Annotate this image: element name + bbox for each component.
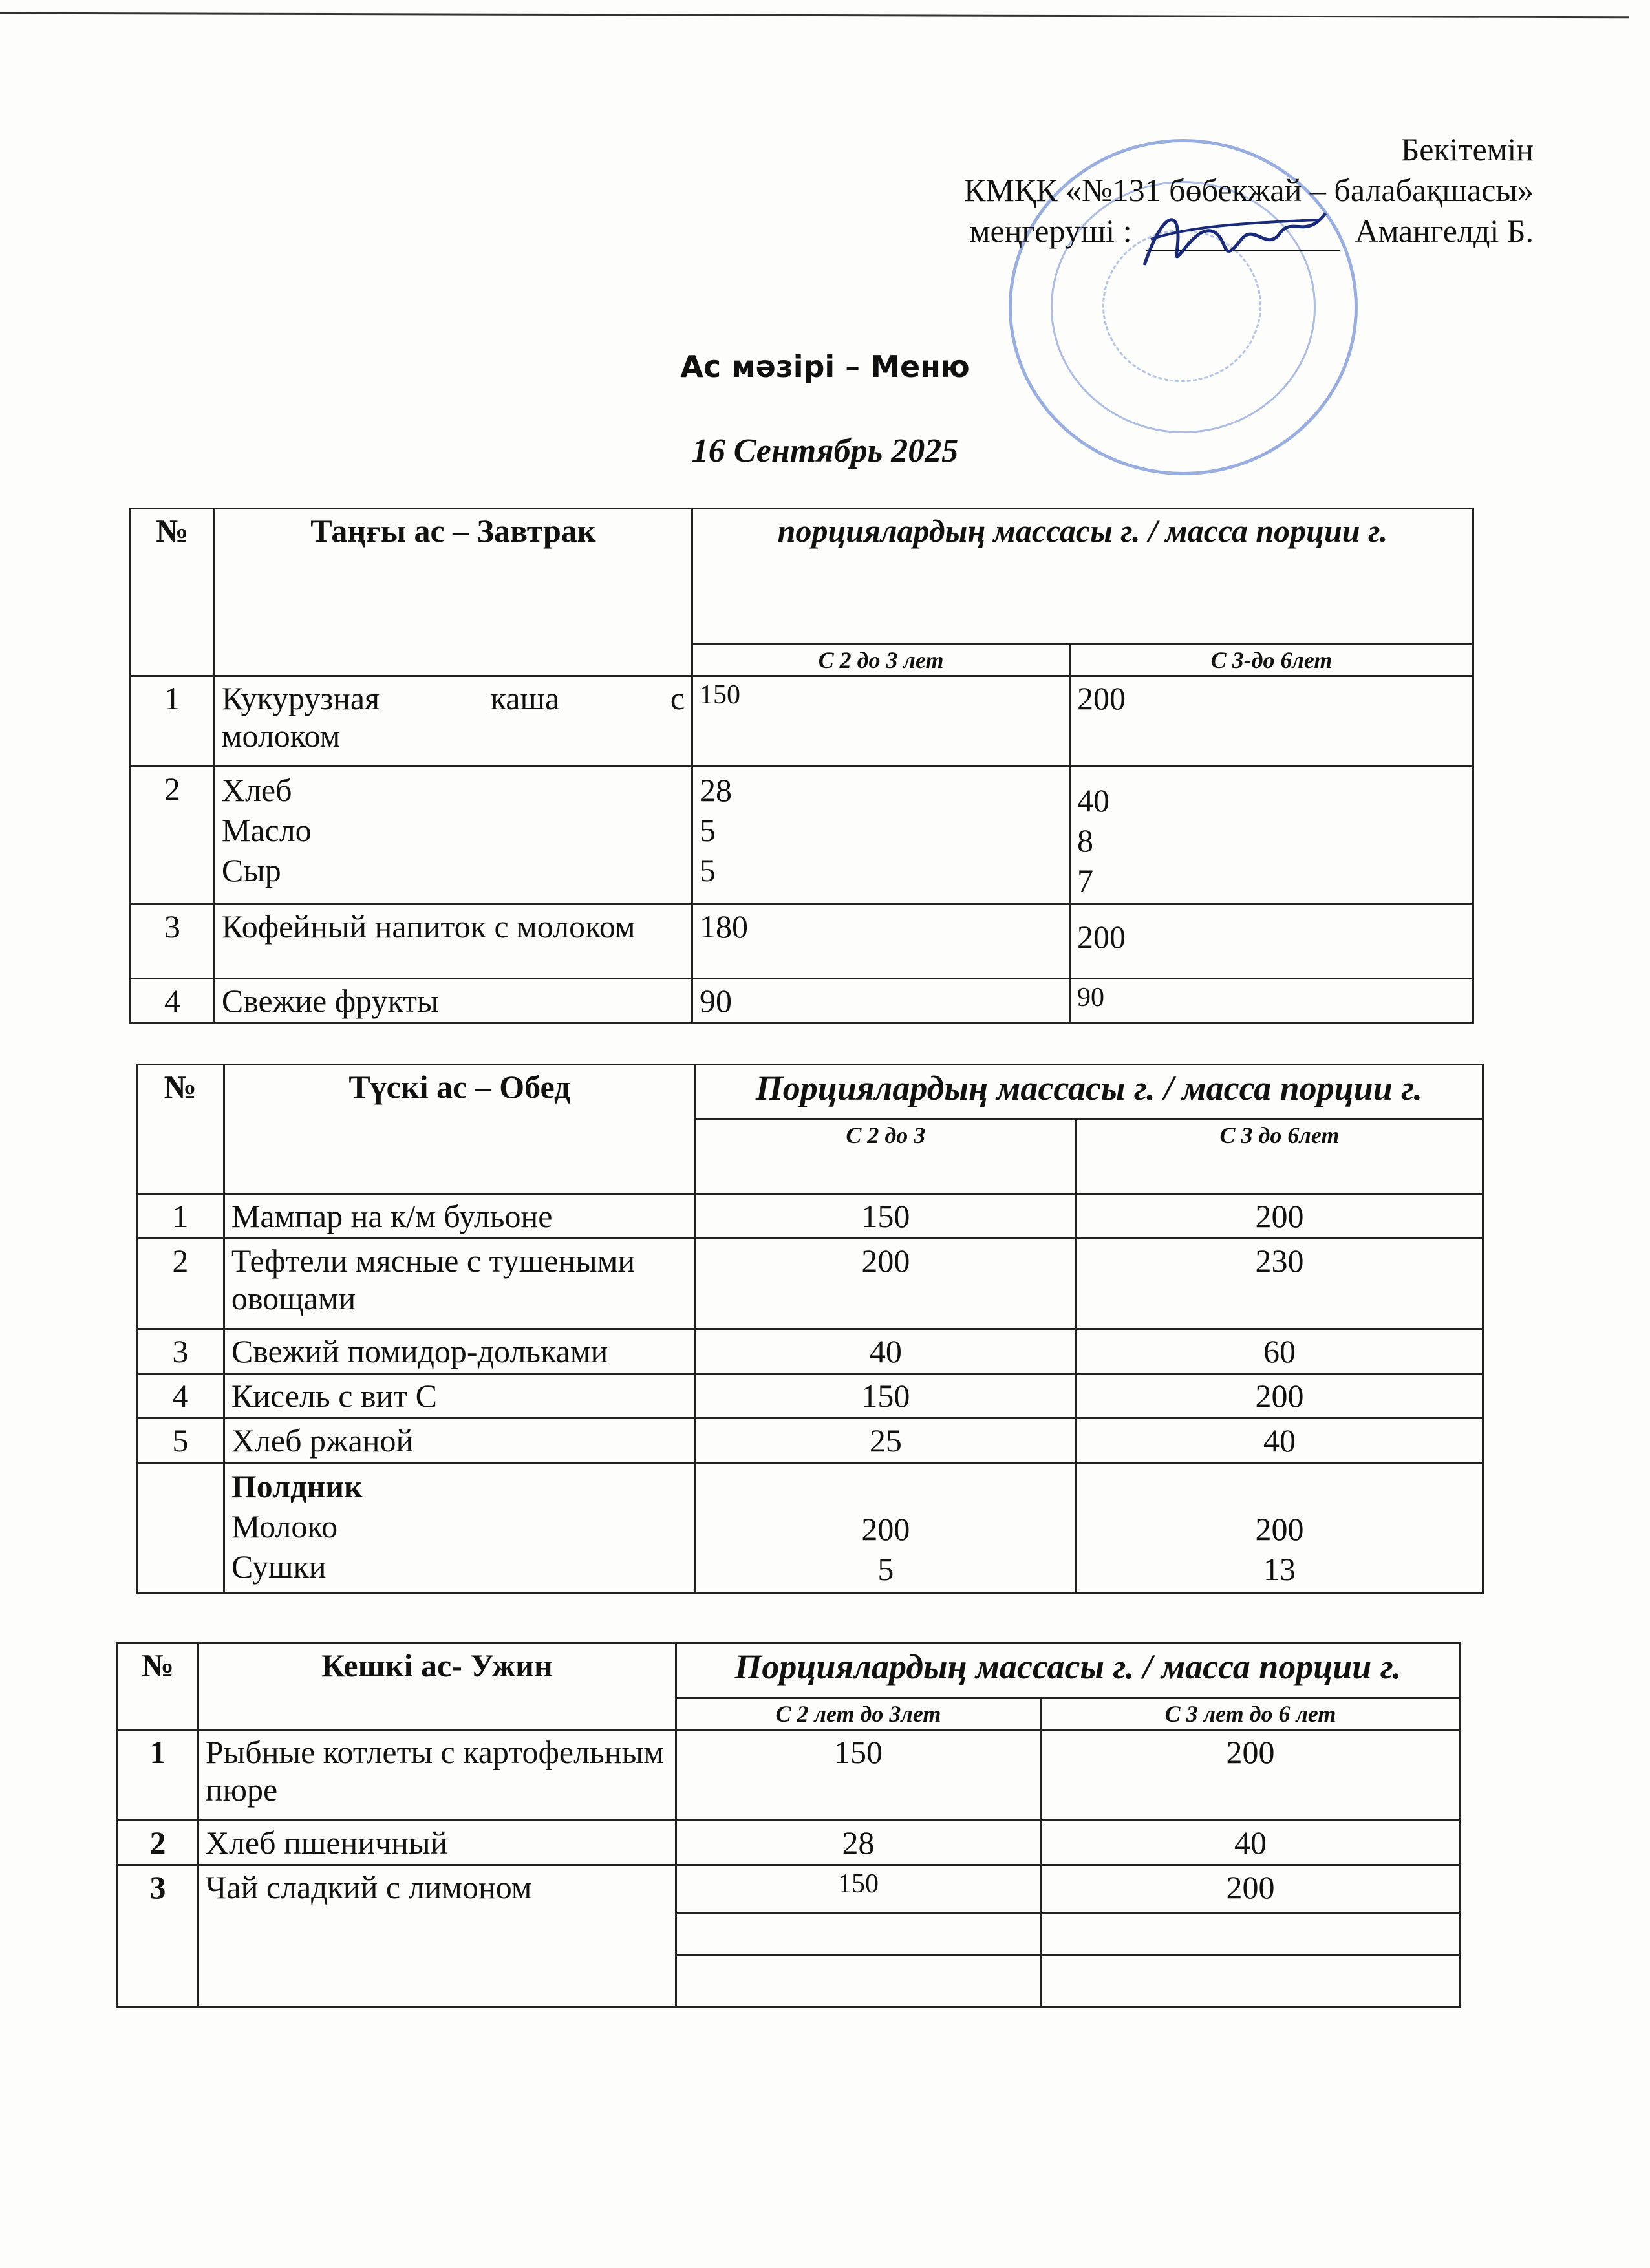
portion-3-6 xyxy=(1076,1463,1483,1593)
portion-3-6: 200 xyxy=(1070,676,1473,767)
portion-value: 200 xyxy=(1255,1511,1304,1547)
row-number: 3 xyxy=(118,1865,198,2007)
portion-2-3: 150 xyxy=(676,1865,1040,1914)
row-number xyxy=(137,1463,224,1593)
table-row xyxy=(118,1821,1461,1865)
portion-3-6: 200 xyxy=(1041,1865,1461,1914)
dish-item: Молоко xyxy=(231,1508,338,1545)
breakfast-age2-header: С 3-до 6лет xyxy=(1070,645,1473,676)
row-number: 4 xyxy=(131,979,215,1023)
approval-name: Амангелді Б. xyxy=(1355,213,1534,249)
dish-name: Свежие фрукты xyxy=(214,979,692,1023)
row-number: 1 xyxy=(118,1730,198,1821)
row-number: 2 xyxy=(131,767,215,904)
portion-3-6: 200 xyxy=(1041,1730,1461,1821)
handwritten-signature xyxy=(1138,194,1332,284)
dish-name: Рыбные котлеты с картофельным пюре xyxy=(198,1730,676,1821)
breakfast-table xyxy=(129,508,1474,1024)
dish-item: Масло xyxy=(221,812,312,848)
portion-2-3: 150 xyxy=(695,1374,1076,1418)
portion-2-3: 25 xyxy=(695,1418,1076,1463)
top-border-line xyxy=(0,12,1629,19)
dish-name-part: с xyxy=(670,680,685,716)
portion-value: 8 xyxy=(1077,822,1094,859)
row-number: 3 xyxy=(131,904,215,979)
approval-line-1: Бекітемін xyxy=(1400,131,1534,167)
portion-2-3: 150 xyxy=(676,1730,1040,1821)
dish-name xyxy=(214,767,692,904)
portion-3-6: 200 xyxy=(1070,904,1473,979)
table-row xyxy=(118,1730,1461,1821)
dish-name: Хлеб ржаной xyxy=(224,1418,695,1463)
row-number: 2 xyxy=(137,1239,224,1329)
table-row xyxy=(131,979,1473,1023)
breakfast-no-header: № xyxy=(131,509,215,676)
dish-name: Свежий помидор-дольками xyxy=(224,1329,695,1374)
portion-value: 5 xyxy=(700,812,716,848)
portion-value: 7 xyxy=(1077,862,1094,899)
dinner-meal-header: Кешкі ас- Ужин xyxy=(198,1643,676,1730)
approval-line-2: КМҚК «№131 бөбекжай – балабақшасы» xyxy=(963,172,1534,208)
lunch-age1-header: С 2 до 3 xyxy=(695,1120,1076,1194)
dish-name: Кисель с вит С xyxy=(224,1374,695,1418)
portion-2-3 xyxy=(695,1463,1076,1593)
portion-2-3: 150 xyxy=(692,676,1070,767)
table-row xyxy=(137,1239,1483,1329)
lunch-no-header: № xyxy=(137,1065,224,1194)
portion-2-3: 40 xyxy=(695,1329,1076,1374)
portion-2-3 xyxy=(692,767,1070,904)
portion-2-3: 150 xyxy=(695,1194,1076,1239)
page-title: Ас мәзірі – Меню xyxy=(680,349,970,384)
portion-2-3: 200 xyxy=(695,1239,1076,1329)
dish-name: Тефтели мясные с тушеными овощами xyxy=(224,1239,695,1329)
dish-item: Сушки xyxy=(231,1548,327,1585)
portion-3-6: 40 xyxy=(1076,1418,1483,1463)
portion-3-6: 230 xyxy=(1076,1239,1483,1329)
snack-items xyxy=(224,1463,695,1593)
dinner-mass-header: Порциялардың массасы г. / масса порции г. xyxy=(676,1643,1460,1698)
portion-2-3: 28 xyxy=(676,1821,1040,1865)
dinner-no-header: № xyxy=(118,1643,198,1730)
table-row xyxy=(131,904,1473,979)
row-number: 3 xyxy=(137,1329,224,1374)
table-row xyxy=(118,1865,1461,1914)
row-number: 5 xyxy=(137,1418,224,1463)
lunch-age2-header: С 3 до 6лет xyxy=(1076,1120,1483,1194)
lunch-mass-header: Порциялардың массасы г. / масса порции г. xyxy=(695,1065,1483,1120)
portion-value: 5 xyxy=(877,1551,894,1587)
dinner-table xyxy=(116,1642,1461,2008)
dish-name: Чай сладкий с лимоном xyxy=(198,1865,676,2007)
dish-name xyxy=(214,676,692,767)
dish-name: Хлеб пшеничный xyxy=(198,1821,676,1865)
portion-2-3: 180 xyxy=(692,904,1070,979)
dish-name-part: молоком xyxy=(221,718,341,754)
menu-date: 16 Сентябрь 2025 xyxy=(691,433,959,469)
table-row xyxy=(137,1418,1483,1463)
portion-value: 28 xyxy=(700,772,733,808)
portion-3-6: 200 xyxy=(1076,1374,1483,1418)
dish-name-part: каша xyxy=(490,680,560,716)
dinner-age1-header: С 2 лет до 3лет xyxy=(676,1698,1040,1730)
dish-item: Сыр xyxy=(221,852,281,888)
portion-3-6: 40 xyxy=(1041,1821,1461,1865)
dish-item: Хлеб xyxy=(221,772,292,808)
row-number: 1 xyxy=(137,1194,224,1239)
dish-name: Мампар на к/м бульоне xyxy=(224,1194,695,1239)
portion-3-6: 200 xyxy=(1076,1194,1483,1239)
portion-2-3: 90 xyxy=(692,979,1070,1023)
row-number: 1 xyxy=(131,676,215,767)
dinner-age2-header: С 3 лет до 6 лет xyxy=(1041,1698,1461,1730)
table-row xyxy=(131,676,1473,767)
row-number: 2 xyxy=(118,1821,198,1865)
portion-value: 200 xyxy=(861,1511,910,1547)
snack-title: Полдник xyxy=(231,1468,363,1504)
breakfast-mass-header: порциялардың массасы г. / масса порции г. xyxy=(692,509,1473,645)
table-row xyxy=(137,1374,1483,1418)
portion-value: 13 xyxy=(1263,1551,1296,1587)
portion-3-6: 90 xyxy=(1070,979,1473,1023)
snack-row xyxy=(137,1463,1483,1593)
portion-3-6: 60 xyxy=(1076,1329,1483,1374)
dish-name-part: Кукурузная xyxy=(221,680,380,716)
table-row xyxy=(131,767,1473,904)
approval-role: меңгеруші : xyxy=(969,213,1132,249)
lunch-meal-header: Түскі ас – Обед xyxy=(224,1065,695,1194)
breakfast-age1-header: С 2 до 3 лет xyxy=(692,645,1070,676)
portion-3-6 xyxy=(1070,767,1473,904)
breakfast-meal-header: Таңғы ас – Завтрак xyxy=(214,509,692,676)
portion-value: 5 xyxy=(700,852,716,888)
row-number: 4 xyxy=(137,1374,224,1418)
table-row xyxy=(137,1194,1483,1239)
lunch-table xyxy=(136,1064,1484,1594)
table-row xyxy=(137,1329,1483,1374)
dish-name: Кофейный напиток с молоком xyxy=(214,904,692,979)
portion-value: 40 xyxy=(1077,782,1110,818)
